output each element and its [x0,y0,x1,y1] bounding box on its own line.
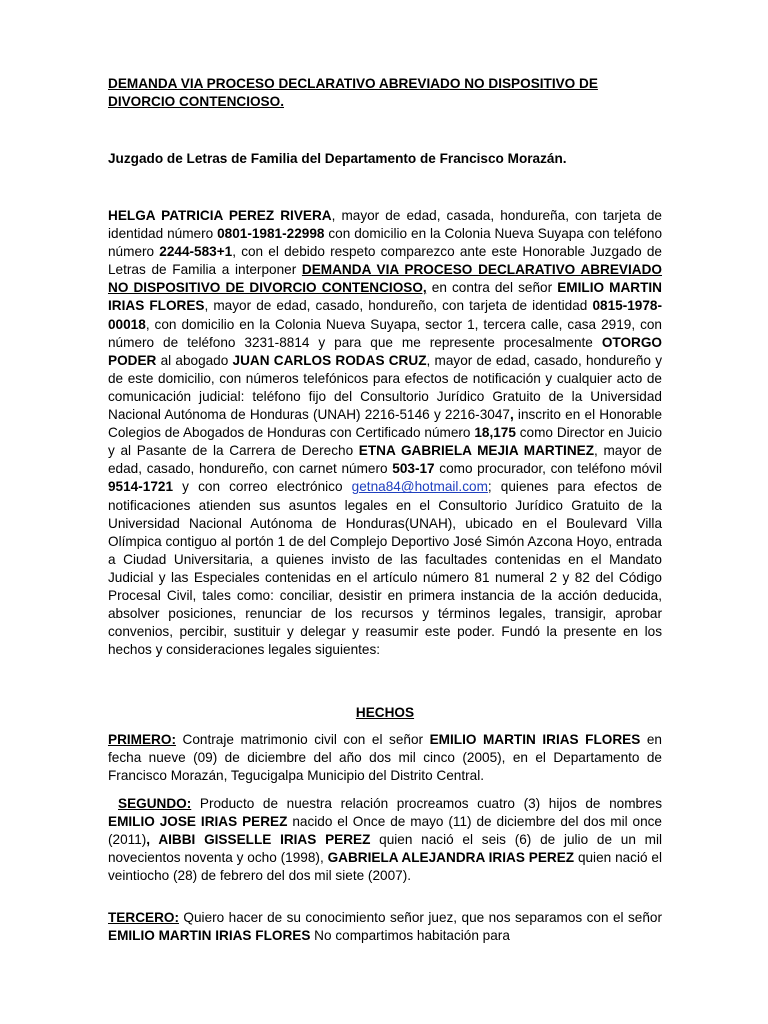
defendant-name: EMILIO MARTIN IRIAS FLORES [108,280,662,314]
intro-text-5: , mayor de edad, casado, hondureño, con tarjeta de identidad [204,298,593,314]
plaintiff-phone: 2244-583+1 [159,244,233,260]
claim-type: DEMANDA VIA PROCESO DECLARATIVO ABREVIADO NO DISPOSITIVO DE DIVORCIO CONTENCIOSO, [108,262,662,296]
intro-paragraph [108,207,662,659]
intro-text-9: inscrito en el Honorable Colegios de Abogados de Honduras con Certificado número [108,407,663,441]
hechos-heading: HECHOS [355,705,415,720]
defendant-id-number: 0815-1978-00018 [108,298,662,332]
certificate-number: 18,175 [474,425,516,441]
primero-text-1: Contraje matrimonio civil con el señor [175,732,430,747]
segundo-label: SEGUNDO: [118,796,192,811]
court-heading: Juzgado de Letras de Familia del Departamento de Francisco Morazán. [108,151,567,166]
child-name-3: GABRIELA ALEJANDRA IRIAS PEREZ [327,850,575,866]
fact-tercero [108,909,662,945]
intro-text-7: al abogado [156,352,233,368]
carnet-number: 503-17 [392,461,435,477]
intro-text-3: , con el debido respeto comparezco ante este Honorable Juzgado de Letras de Familia a interponer [108,244,662,278]
tercero-defendant-name: EMILIO MARTIN IRIAS FLORES [108,928,311,944]
intro-text-13: y con correo electrónico [173,479,352,495]
intro-text-4: en contra del señor [426,280,558,296]
intro-text-2: con domicilio en la Colonia Nueva Suyapa con teléfono número [108,226,662,260]
intro-text-6: , con domicilio en la Colonia Nueva Suyapa, sector 1, tercera calle, casa 2919, con número de teléfono 3231-8814 y para que me represente procesalmente [108,316,662,350]
primero-label: PRIMERO: [108,732,176,747]
child-name-2: , AIBBI GISSELLE IRIAS PEREZ [146,832,371,848]
tercero-label: TERCERO: [108,910,179,925]
lawyer-name: JUAN CARLOS RODAS CRUZ [232,352,427,368]
plaintiff-id-number: 0801-1981-22998 [217,226,325,242]
tercero-text-2: No compartimos habitación para [310,928,510,944]
segundo-text-4: quien nació el veintiocho (28) de febrero del dos mil siete (2007). [108,850,663,884]
primero-defendant-name: EMILIO MARTIN IRIAS FLORES [429,732,641,747]
tercero-text-1: Quiero hacer de su conocimiento señor juez, que nos separamos con el señor [179,910,662,925]
power-granted: OTORGO PODER [108,334,662,368]
intro-text-8: , mayor de edad, casado, hondureño y de este domicilio, con números telefónicos para efectos de notificación y cualquier acto de comunicación judicial: teléfono fijo del Consultorio Jurídico Gratuito de la Universidad Nacional Autónoma de Honduras (UNAH) 2216-5146 y 2216-3047 [108,352,662,423]
intern-name: ETNA GABRIELA MEJIA MARTINEZ [358,443,595,459]
intro-text-12: como procurador, con teléfono móvil [434,461,662,477]
segundo-text-2: nacido el Once de mayo (11) de diciembre del dos mil once (2011) [108,814,662,848]
mobile-number: 9514-1721 [108,479,174,495]
segundo-text-3: quien nació el seis (6) de julio de un mil novecientos noventa y ocho (1998), [108,832,662,866]
child-name-1: EMILIO JOSE IRIAS PEREZ [108,814,288,830]
intro-text-1: , mayor de edad, casada, hondureña, con tarjeta de identidad número [108,208,662,242]
intro-text-10: como Director en Juicio y al Pasante de la Carrera de Derecho [108,425,663,459]
intro-comma: , [509,407,514,423]
fact-segundo [108,795,662,885]
email-link[interactable]: getna84@hotmail.com [351,479,488,495]
plaintiff-name: HELGA PATRICIA PEREZ RIVERA [108,208,332,223]
intro-text-14: ; quienes para efectos de notificaciones atienden sus asuntos legales en el Consultorio Jurídico Gratuito de la Universidad Nacional Autónoma de Honduras(UNAH), ubicado en el Boulevard Villa Olímpica contiguo al portón 1 de del Complejo Deportivo José Simón Azcona Hoyo, entrada a Ciudad Universitaria, a quienes invisto de las facultades contenidas en el Mandato Judicial y las Especiales contenidas en el artículo número 81 numeral 2 y 82 del Código Procesal Civil, tales como: conciliar, desistir en primera instancia de la acción deducida, absolver posiciones, renunciar de los recursos y términos legales, transigir, aprobar convenios, percibir, sustituir y delegar y reasumir este poder. Fundó la presente en los hechos y consideraciones legales siguientes: [108,479,662,658]
primero-text-2: en fecha nueve (09) de diciembre del año dos mil cinco (2005), en el Departamento de Francisco Morazán, Tegucigalpa Municipio del Distrito Central. [108,732,662,784]
segundo-text-1: Producto de nuestra relación procreamos cuatro (3) hijos de nombres [191,796,662,811]
document-title: DEMANDA VIA PROCESO DECLARATIVO ABREVIADO NO DISPOSITIVO DE DIVORCIO CONTENCIOSO. [108,76,598,109]
fact-primero [108,731,662,785]
intro-text-11: , mayor de edad, casado, hondureño, con carnet número [108,443,662,477]
